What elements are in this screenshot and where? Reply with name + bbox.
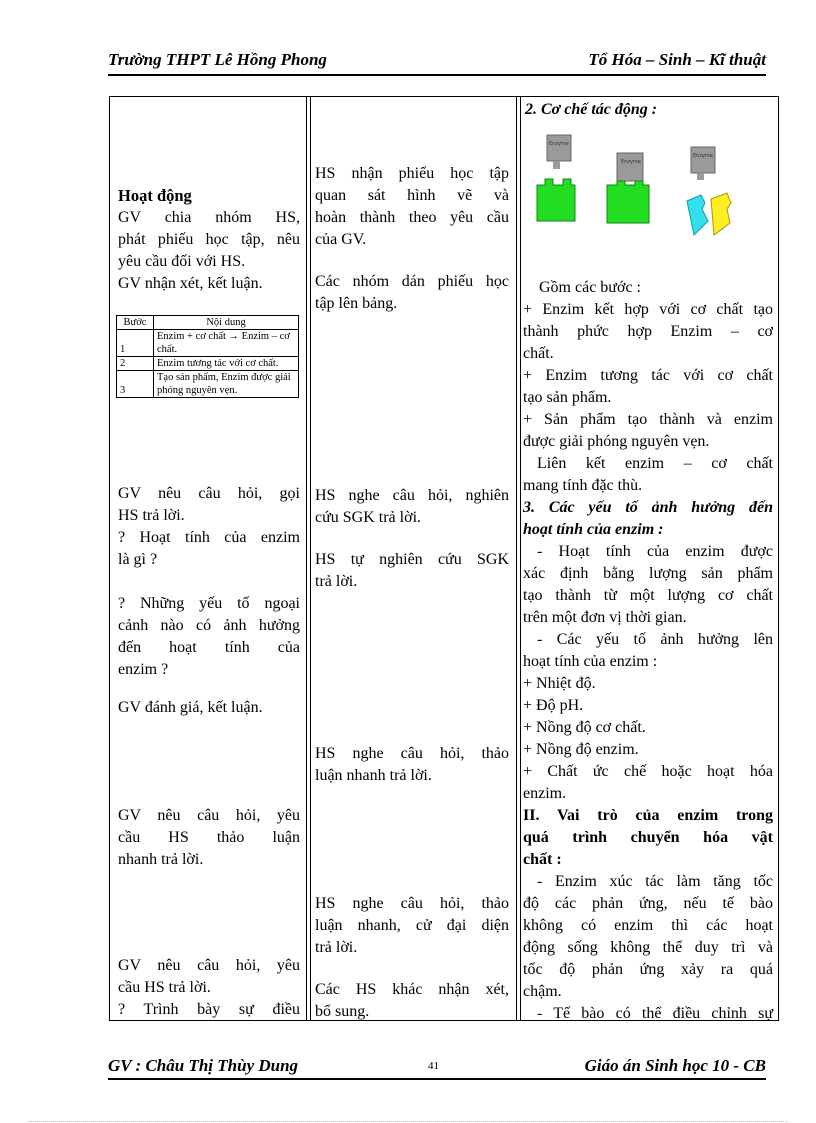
svg-text:Enzyme: Enzyme (549, 141, 569, 147)
department-name: Tổ Hóa – Sinh – Kĩ thuật (588, 50, 766, 69)
factors-heading: 3. Các yếu tố ảnh hưởng đến hoạt tính của enzim : (523, 499, 773, 538)
student-p2: Các nhóm dán phiếu học tập lên bảng. (315, 273, 509, 312)
steps-header-content: Nội dung (154, 316, 299, 330)
student-p7: Các HS khác nhận xét, bổ sung. (315, 981, 509, 1020)
student-p1: HS nhận phiếu học tập quan sát hình vẽ và hoàn thành theo yêu cầu của GV. (315, 165, 509, 248)
roles-heading: II. Vai trò của enzim trong quá trình chuyển hóa vật chất : (523, 807, 773, 868)
page-edge (28, 1121, 788, 1122)
enzyme-icon (547, 135, 571, 169)
lesson-table (109, 96, 779, 1021)
school-name: Trường THPT Lê Hồng Phong (108, 50, 327, 69)
table-row: 2 Enzim tương tác với cơ chất. (117, 357, 299, 371)
page-header (108, 48, 766, 76)
enzyme-icon (617, 153, 643, 181)
teacher-p5: GV nêu câu hỏi, yêu cầu HS thảo luận nhanh trả lời. (118, 807, 300, 868)
table-row: 3 Tạo sản phẩm, Enzim được giải phóng nguyên vẹn. (117, 371, 299, 398)
roles-content: - Enzim xúc tác làm tăng tốc độ các phản ứng, nếu tế bào không có enzim thì các hoạt động sống không thể duy trì và tốc độ phản ứng xảy ra quá chậm. - Tế bào có thể điều chỉnh sự (523, 873, 773, 1022)
enzyme-substrate-complex-icon (607, 181, 649, 223)
table-row: 1 Enzim + cơ chất → Enzim – cơ chất. (117, 330, 299, 357)
column-divider (310, 97, 311, 1020)
steps-intro: Gồm các bước : (539, 279, 641, 296)
content-column (517, 97, 778, 1020)
student-column (307, 97, 517, 1020)
steps-header-step: Bước (117, 316, 154, 330)
svg-text:Enzyme: Enzyme (621, 159, 641, 165)
enzyme-mechanism-illustration (531, 127, 771, 257)
teacher-p1: GV chia nhóm HS, phát phiếu học tập, nêu yêu cầu đối với HS. GV nhận xét, kết luận. (118, 209, 300, 292)
student-p3: HS nghe câu hỏi, nghiên cứu SGK trả lời. (315, 487, 509, 526)
mechanism-heading: 2. Cơ chế tác động : (525, 101, 658, 118)
mechanism-steps: + Enzim kết hợp với cơ chất tạo thành phức hợp Enzim – cơ chất. + Enzim tương tác với cơ chất tạo sản phẩm. + Sản phẩm tạo thành và enzim được giải phóng nguyên vẹn. Liên kết enzim – cơ chất mang tính đặc thù. (523, 301, 773, 494)
student-p4: HS tự nghiên cứu SGK trả lời. (315, 551, 509, 590)
teacher-column (110, 97, 307, 1020)
product-icon (687, 193, 731, 235)
teacher-name: GV : Châu Thị Thùy Dung (108, 1056, 299, 1075)
teacher-p3: ? Những yếu tố ngoại cảnh nào có ảnh hưởng đến hoạt tính của enzim ? (118, 595, 300, 678)
page-number: 41 (428, 1060, 439, 1072)
teacher-p4: GV đánh giá, kết luận. (118, 699, 263, 716)
page-footer (108, 1056, 766, 1080)
teacher-p2: GV nêu câu hỏi, gọi HS trả lời. ? Hoạt tính của enzim là gì ? (118, 485, 300, 568)
lesson-plan-title: Giáo án Sinh học 10 - CB (584, 1056, 766, 1075)
teacher-p6: GV nêu câu hỏi, yêu cầu HS trả lời. ? Trình bày sự điều (118, 957, 300, 1018)
svg-text:Enzyme: Enzyme (693, 153, 713, 159)
student-p6: HS nghe câu hỏi, thảo luận nhanh, cử đại diện trả lời. (315, 895, 509, 956)
factors-content: - Hoạt tính của enzim được xác định bằng lượng sản phẩm tạo thành từ một lượng cơ chất trên một đơn vị thời gian. - Các yếu tố ảnh hưởng lên hoạt tính của enzim : + Nhiệt độ. + Độ pH. + Nồng độ cơ chất. + Nồng độ enzim. + Chất ức chế hoặc hoạt hóa enzim. (523, 543, 773, 802)
student-p5: HS nghe câu hỏi, thảo luận nhanh trả lời. (315, 745, 509, 784)
activity-title: Hoạt động (118, 186, 192, 205)
substrate-icon (537, 179, 575, 221)
column-divider (520, 97, 521, 1020)
steps-table (116, 315, 299, 398)
enzyme-icon (691, 147, 715, 180)
